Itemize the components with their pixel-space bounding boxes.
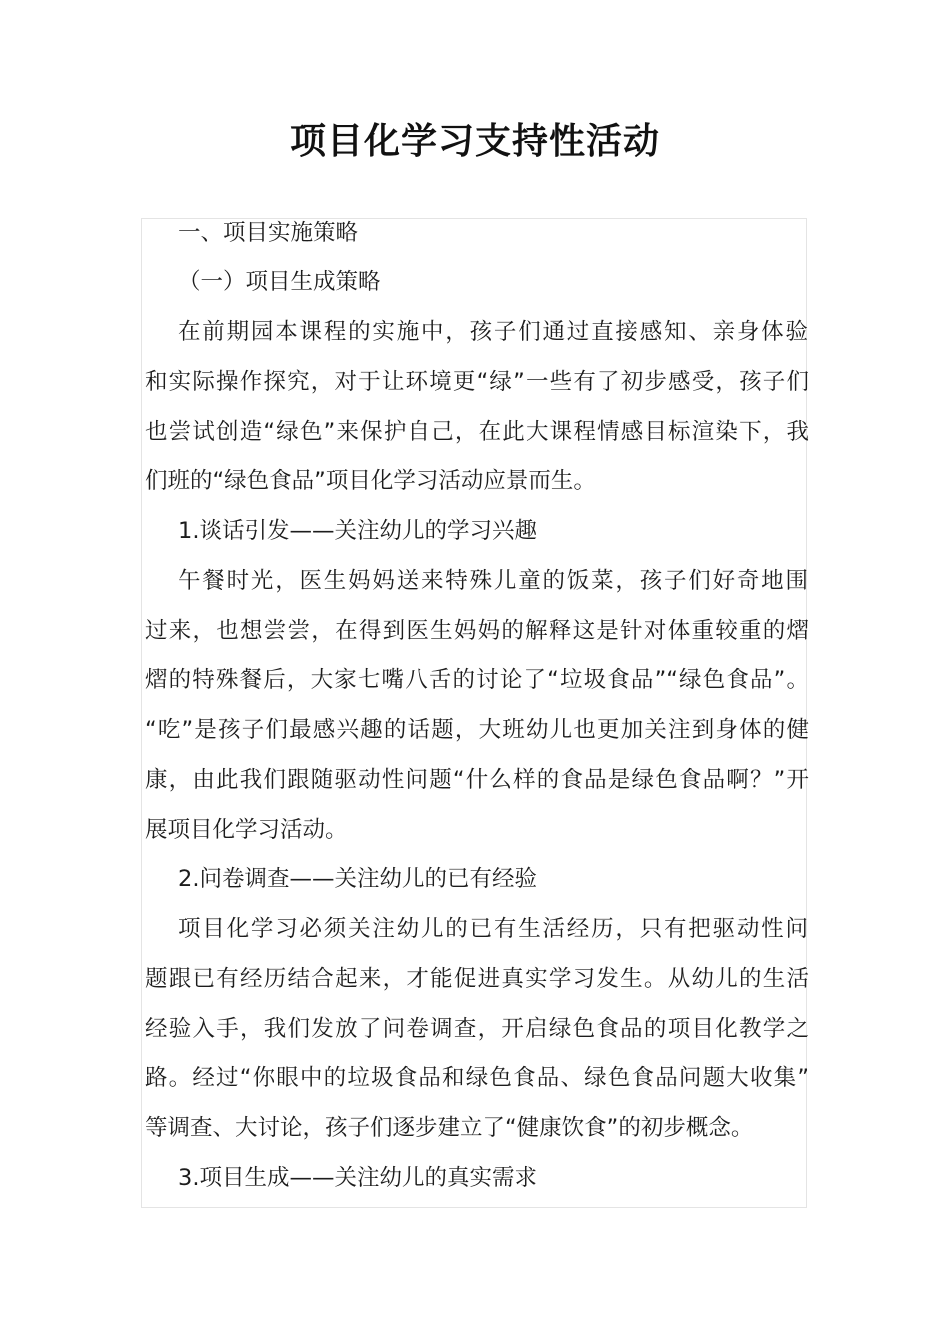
paragraph-line: 和实际操作探究，对于让环境更“绿”一些有了初步感受，孩子们 [145,369,809,395]
paragraph-line: 熠的特殊餐后，大家七嘴八舌的讨论了“垃圾食品”“绿色食品”。 [145,667,809,693]
section-heading-2: 2.问卷调查——关注幼儿的已有经验 [178,866,537,892]
paragraph-line: 们班的“绿色食品”项目化学习活动应景而生。 [145,468,596,494]
paragraph-line: 经验入手，我们发放了问卷调查，开启绿色食品的项目化教学之 [145,1016,809,1042]
paragraph-line: 路。经过“你眼中的垃圾食品和绿色食品、绿色食品问题大收集” [145,1065,809,1091]
paragraph-line: “吃”是孩子们最感兴趣的话题，大班幼儿也更加关注到身体的健 [145,717,809,743]
heading-implementation-strategy: 一、项目实施策略 [178,220,359,246]
subheading-generation-strategy: （一）项目生成策略 [178,269,381,295]
paragraph-line: 等调查、大讨论，孩子们逐步建立了“健康饮食”的初步概念。 [145,1115,754,1141]
paragraph-line: 展项目化学习活动。 [145,817,348,843]
paragraph-line: 过来，也想尝尝，在得到医生妈妈的解释这是针对体重较重的熠 [145,618,809,644]
paragraph-line: 题跟已有经历结合起来，才能促进真实学习发生。从幼儿的生活 [145,966,809,992]
section-heading-3: 3.项目生成——关注幼儿的真实需求 [178,1165,537,1191]
document-title: 项目化学习支持性活动 [289,121,660,162]
paragraph-line: 在前期园本课程的实施中，孩子们通过直接感知、亲身体验 [178,319,808,345]
paragraph-line: 项目化学习必须关注幼儿的已有生活经历，只有把驱动性问 [178,916,808,942]
paragraph-line: 午餐时光，医生妈妈送来特殊儿童的饭菜，孩子们好奇地围 [178,568,808,594]
paragraph-line: 也尝试创造“绿色”来保护自己，在此大课程情感目标渲染下，我 [145,419,809,445]
paragraph-line: 康，由此我们跟随驱动性问题“什么样的食品是绿色食品啊？”开 [145,767,809,793]
section-heading-1: 1.谈话引发——关注幼儿的学习兴趣 [178,518,537,544]
